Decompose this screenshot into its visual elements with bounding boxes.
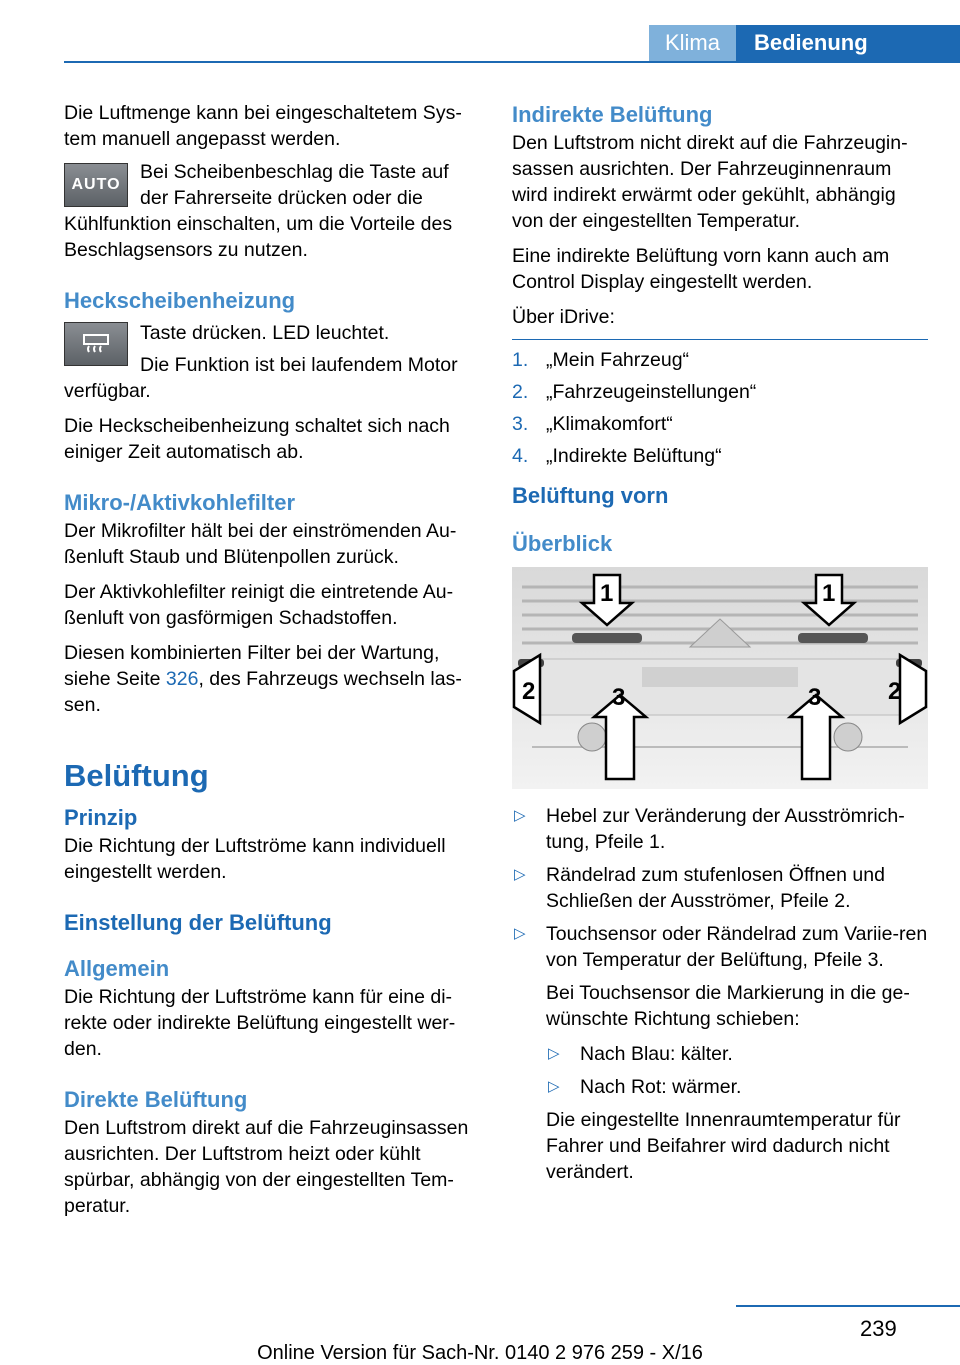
paragraph: Die Richtung der Luftströme kann für eine di-rekte oder indirekte Belüftung eingestellt wer-den. <box>64 986 456 1060</box>
text: Diesen kombinierten Filter bei der Wartung, siehe Seite <box>64 642 440 690</box>
paragraph: Die Heckscheibenheizung schaltet sich nach einiger Zeit automatisch ab. <box>64 415 450 463</box>
list-item: 1. „Mein Fahrzeug“ <box>512 349 690 371</box>
paragraph: Der Aktivkohlefilter reinigt die eintretende Au-ßenluft von gasförmigen Schadstoffen. <box>64 581 454 629</box>
footer-rule <box>736 1305 960 1307</box>
arrow-label-3: 3 <box>612 684 626 711</box>
arrow-label-2: 2 <box>888 678 902 705</box>
heading-heckscheibenheizung: Heckscheibenheizung <box>64 288 296 313</box>
heading-belueftung: Belüftung <box>64 758 209 793</box>
arrow-label-3: 3 <box>808 684 822 711</box>
vent-illustration <box>512 567 928 789</box>
list-item: ▷ Nach Blau: kälter. <box>548 1043 733 1065</box>
paragraph: Die eingestellte Innenraumtemperatur für Fahrer und Beifahrer wird dadurch nicht verändert. <box>546 1109 901 1183</box>
sub-list <box>546 1041 928 1100</box>
overview-list <box>512 803 928 1185</box>
right-column <box>512 100 928 1194</box>
paragraph: Die Richtung der Luftströme kann individuell eingestellt werden. <box>64 835 446 883</box>
auto-button-icon: AUTO <box>64 163 128 207</box>
idrive-steps <box>512 347 928 469</box>
tab-bedienung[interactable]: Bedienung <box>736 25 960 61</box>
paragraph: Taste drücken. LED leuchtet. <box>140 322 390 344</box>
list-item: ▷ Hebel zur Veränderung der Ausströmrich-tung, Pfeile 1. <box>514 805 905 853</box>
list-item: 3. „Klimakomfort“ <box>512 413 673 435</box>
online-version-note: Online Version für Sach-Nr. 0140 2 976 259 - X/16 <box>257 1342 703 1364</box>
paragraph: Über iDrive: <box>512 306 615 328</box>
list-item: ▷ Nach Rot: wärmer. <box>548 1076 742 1098</box>
heading-ueberblick: Überblick <box>512 531 613 556</box>
tab-klima[interactable]: Klima <box>649 25 736 61</box>
paragraph: Bei Touchsensor die Markierung in die ge-wünschte Richtung schieben: <box>546 982 910 1030</box>
header-rule <box>64 61 960 63</box>
paragraph: Die Funktion ist bei laufendem Motor verfügbar. <box>64 354 458 402</box>
heading-belueftung-vorn: Belüftung vorn <box>512 483 669 508</box>
heading-filter: Mikro-/Aktivkohlefilter <box>64 490 296 515</box>
text: , des Fahrzeugs wechseln las-sen. <box>64 668 462 716</box>
paragraph: Der Mikrofilter hält bei der einströmenden Au-ßenluft Staub und Blütenpollen zurück. <box>64 520 457 568</box>
list-item: 2. „Fahrzeugeinstellungen“ <box>512 381 757 403</box>
heading-prinzip: Prinzip <box>64 805 138 830</box>
heading-allgemein: Allgemein <box>64 956 170 981</box>
paragraph <box>64 640 480 718</box>
paragraph: Eine indirekte Belüftung vorn kann auch am Control Display eingestellt werden. <box>512 245 890 293</box>
list-rule <box>512 339 928 340</box>
left-column <box>64 100 480 1228</box>
paragraph: Den Luftstrom nicht direkt auf die Fahrzeugin-sassen ausrichten. Der Fahrzeuginnenraum wird indirekt erwärmt oder gekühlt, abhängig von der eingestellten Temperatur. <box>512 132 908 232</box>
page-number: 239 <box>860 1316 897 1341</box>
heading-direkte-belueftung: Direkte Belüftung <box>64 1087 248 1112</box>
page-link[interactable]: 326 <box>165 668 199 690</box>
rear-defrost-icon <box>64 322 128 366</box>
heading-indirekte-belueftung: Indirekte Belüftung <box>512 102 713 127</box>
paragraph: Den Luftstrom direkt auf die Fahrzeuginsassen ausrichten. Der Luftstrom heizt oder kühlt spürbar, abhängig von der eingestellten Tem-peratur. <box>64 1117 469 1217</box>
arrow-label-1: 1 <box>822 580 836 607</box>
arrow-label-2: 2 <box>522 678 536 705</box>
list-item: ▷ Touchsensor oder Rändelrad zum Variie-ren von Temperatur der Belüftung, Pfeile 3. Bei Touchsensor die Markierung in die ge-wünschte Richtung schieben: ▷ Nach Blau: kälter. ▷ Nach Rot: wärmer. Die eingestellte Innenraumtemperatur für Fahrer und Beifahrer wird dadurch nicht verändert. <box>514 923 928 1183</box>
list-item: 4. „Indirekte Belüftung“ <box>512 445 722 467</box>
list-item: ▷ Rändelrad zum stufenlosen Öffnen und Schließen der Ausströmer, Pfeile 2. <box>514 864 885 912</box>
paragraph: Bei Scheibenbeschlag die Taste auf der Fahrerseite drücken oder die Kühlfunktion einschalten, um die Vorteile des Beschlagsensors zu nutzen. <box>64 161 453 261</box>
heading-einstellung: Einstellung der Belüftung <box>64 910 332 935</box>
paragraph: Die Luftmenge kann bei eingeschaltetem Sys-tem manuell angepasst werden. <box>64 102 462 150</box>
arrow-label-1: 1 <box>600 580 614 607</box>
